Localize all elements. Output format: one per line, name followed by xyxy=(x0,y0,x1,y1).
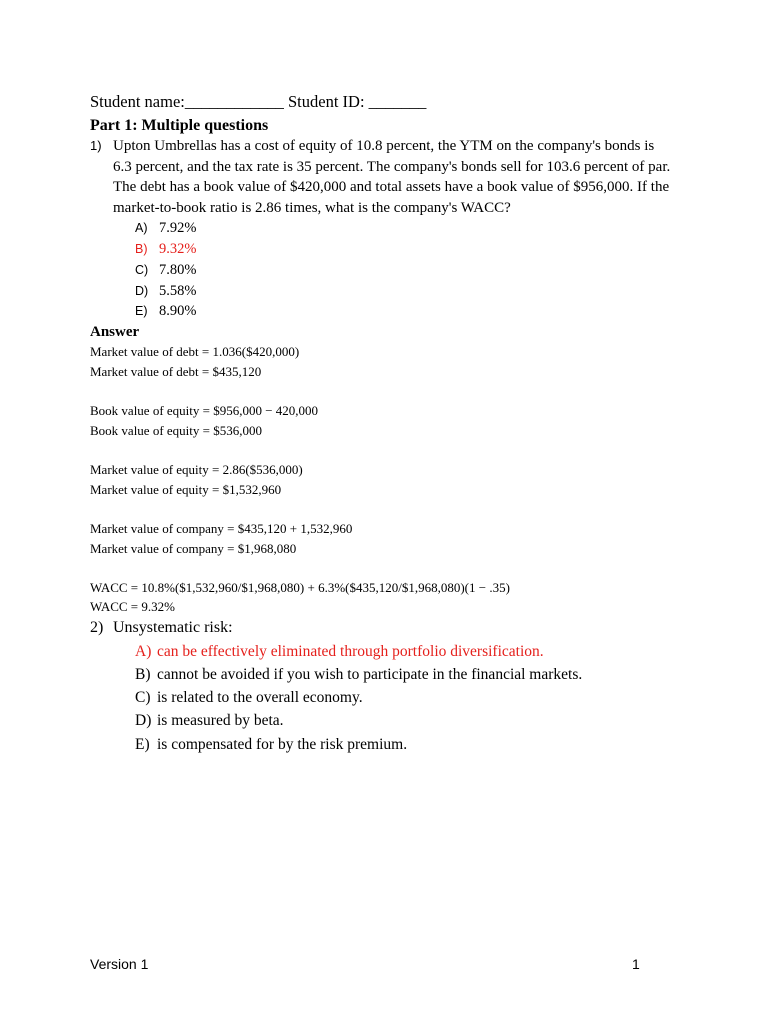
option-text: cannot be avoided if you wish to participate in the financial markets. xyxy=(157,666,583,683)
calc-line: Market value of equity = 2.86($536,000) xyxy=(90,462,303,477)
q2-option-c xyxy=(135,689,363,707)
option-letter: E) xyxy=(135,736,150,753)
student-info-line: Student name:____________ Student ID: _______ xyxy=(90,92,427,111)
option-letter: A) xyxy=(135,643,152,660)
option-text: 8.90% xyxy=(159,303,197,319)
question-1-line: 6.3 percent, and the tax rate is 35 percent. The company's bonds sell for 103.6 percent of par. xyxy=(113,158,671,175)
q1-option-d xyxy=(135,283,196,300)
calc-line: Market value of company = $1,968,080 xyxy=(90,541,297,556)
footer-version: Version 1 xyxy=(90,956,149,972)
option-text: is related to the overall economy. xyxy=(157,689,363,706)
q2-option-a-correct xyxy=(135,643,544,661)
q2-option-b xyxy=(135,666,582,684)
calc-line: Book value of equity = $956,000 − 420,000 xyxy=(90,403,319,418)
option-text: is compensated for by the risk premium. xyxy=(157,736,408,753)
option-letter: A) xyxy=(135,221,148,235)
calc-line: WACC = 9.32% xyxy=(90,599,175,614)
calc-line: Market value of company = $435,120 + 1,532,960 xyxy=(90,521,353,536)
question-2-number: 2) xyxy=(90,619,104,636)
option-text: 9.32% xyxy=(159,241,197,257)
calc-line: Book value of equity = $536,000 xyxy=(90,423,262,438)
option-text: 5.58% xyxy=(159,283,197,299)
option-text: 7.80% xyxy=(159,262,197,278)
q1-option-e xyxy=(135,303,196,320)
option-letter: D) xyxy=(135,712,152,729)
option-letter: C) xyxy=(135,689,151,706)
q1-option-a xyxy=(135,220,196,237)
question-1-number: 1) xyxy=(90,138,102,153)
option-letter: D) xyxy=(135,284,149,298)
q2-option-e xyxy=(135,736,407,754)
calc-line: WACC = 10.8%($1,532,960/$1,968,080) + 6.3%($435,120/$1,968,080)(1 − .35) xyxy=(90,580,510,595)
question-2-text: Unsystematic risk: xyxy=(113,619,233,636)
option-text: can be effectively eliminated through portfolio diversification. xyxy=(157,643,544,660)
option-text: is measured by beta. xyxy=(157,712,284,729)
part-title: Part 1: Multiple questions xyxy=(90,117,269,134)
calc-line: Market value of debt = $435,120 xyxy=(90,364,262,379)
option-letter: C) xyxy=(135,263,149,277)
answer-heading: Answer xyxy=(90,324,140,340)
q2-option-d xyxy=(135,712,284,730)
question-1-text xyxy=(113,136,683,218)
question-1-line: Upton Umbrellas has a cost of equity of 10.8 percent, the YTM on the company's bonds is xyxy=(113,138,655,154)
question-1-line: The debt has a book value of $420,000 and total assets have a book value of $956,000. If the xyxy=(113,179,670,195)
calc-line: Market value of debt = 1.036($420,000) xyxy=(90,344,300,359)
option-letter: E) xyxy=(135,304,148,318)
option-text: 7.92% xyxy=(159,220,197,236)
question-1-line: market-to-book ratio is 2.86 times, what is the company's WACC? xyxy=(113,199,511,216)
option-letter: B) xyxy=(135,242,148,256)
calc-line: Market value of equity = $1,532,960 xyxy=(90,482,282,497)
option-letter: B) xyxy=(135,666,151,683)
q1-option-b-correct xyxy=(135,241,196,258)
q1-option-c xyxy=(135,262,196,279)
footer-page-number: 1 xyxy=(632,956,640,972)
